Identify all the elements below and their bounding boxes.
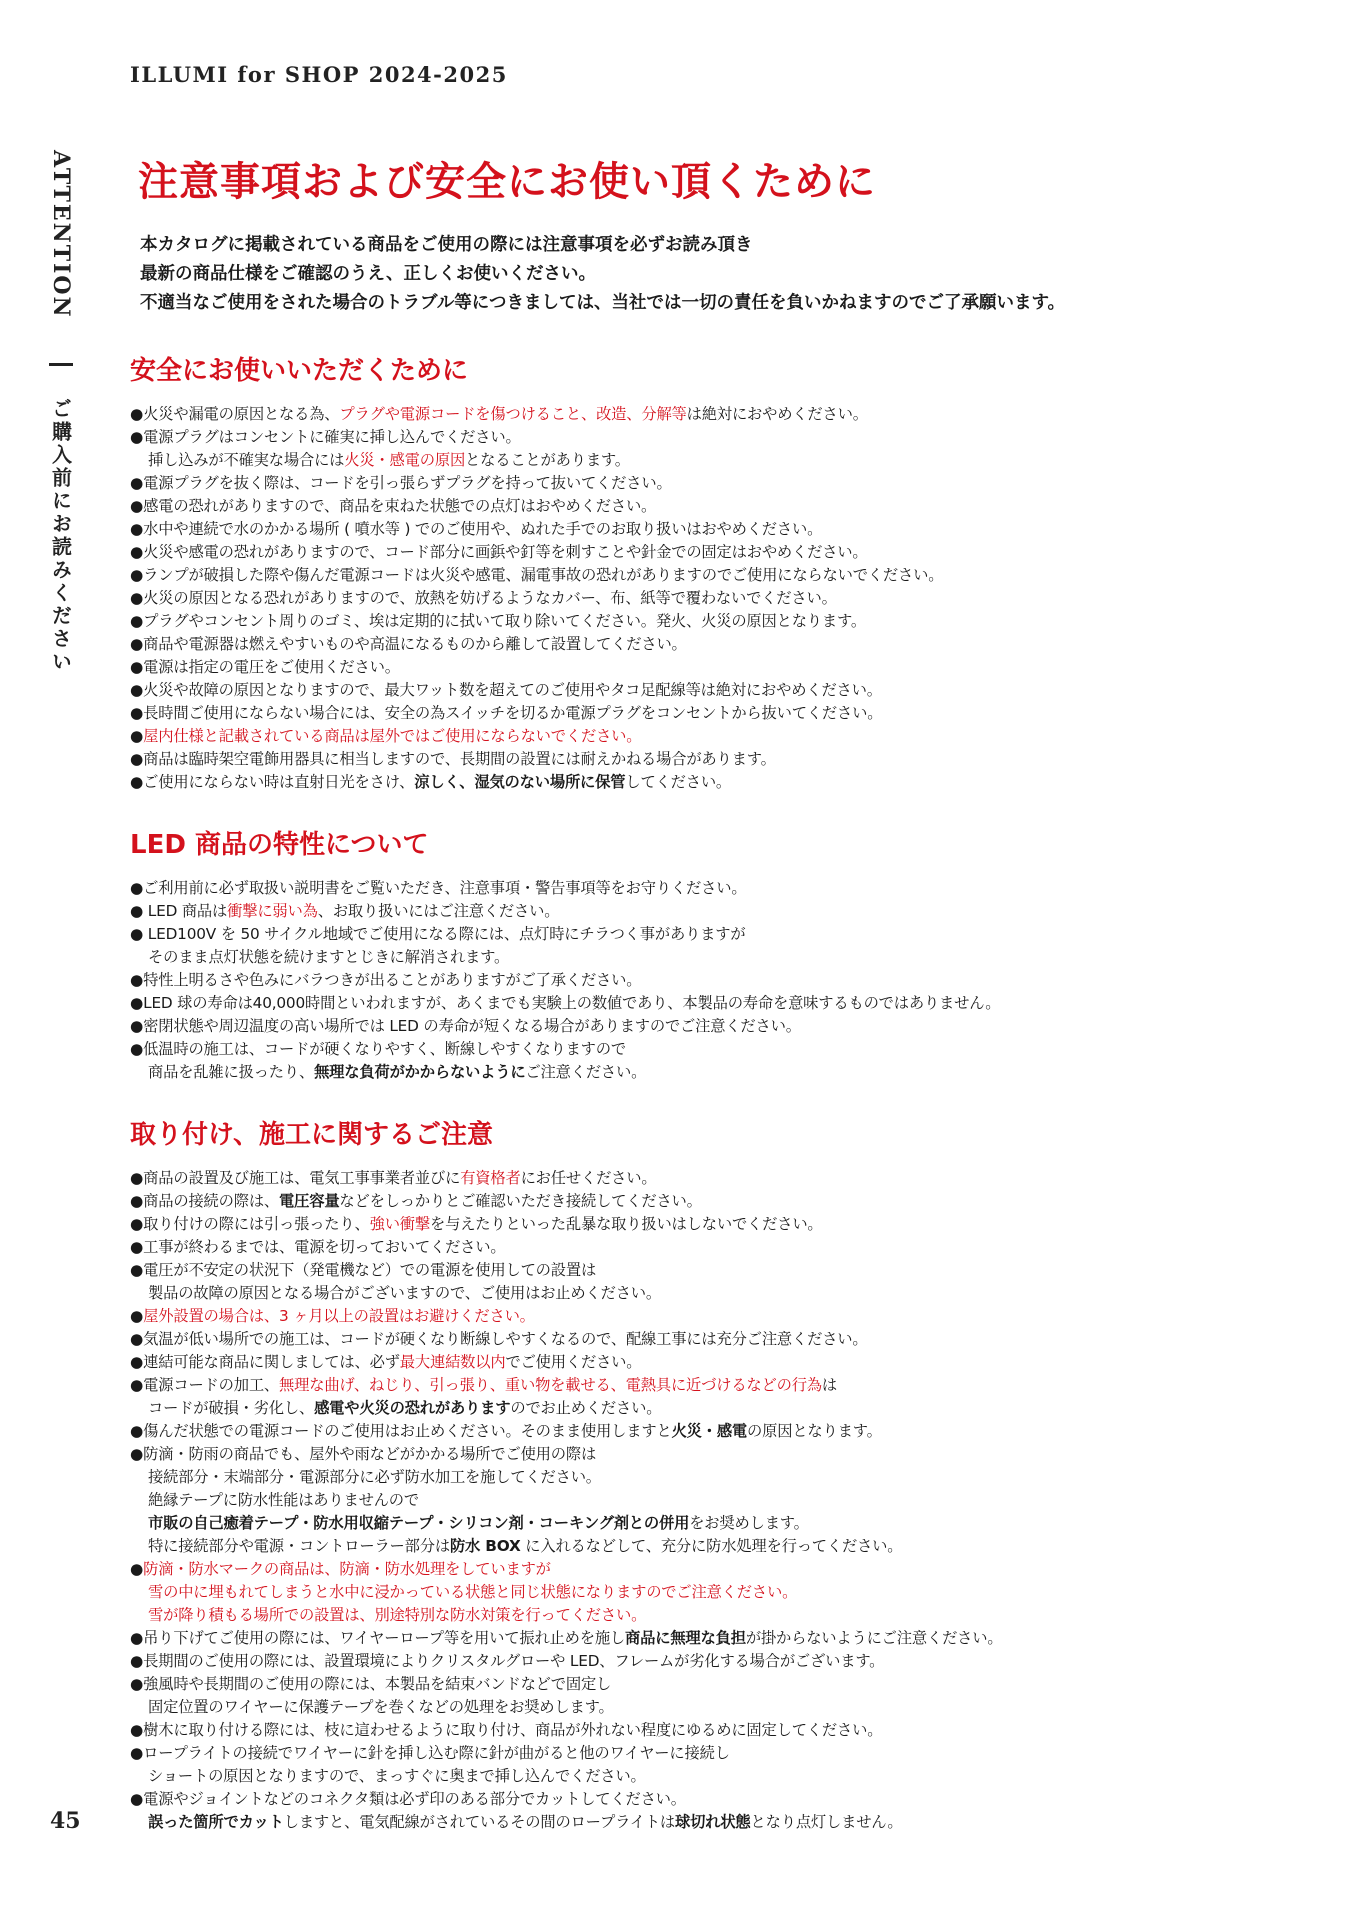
text-segment: 感電や火災の恐れがあります [314, 1399, 511, 1417]
text-segment: 有資格者 [460, 1169, 521, 1187]
text-segment: ●ご利用前に必ず取扱い説明書をご覧いただき、注意事項・警告事項等をお守りください。 [130, 879, 747, 897]
text-segment: 無理な負荷がかからないように [314, 1063, 526, 1081]
section-title: 取り付け、施工に関するご注意 [130, 1120, 493, 1150]
list-item [130, 518, 1330, 541]
text-segment: ● [130, 1307, 144, 1325]
text-segment: 屋外設置の場合は、3 ヶ月以上の設置はお避けください。 [143, 1307, 535, 1325]
list-item-continuation [130, 1282, 1330, 1305]
text-segment: ●電源コードの加工、 [130, 1376, 280, 1394]
text-segment: プラグや電源コードを傷つけること、改造、分解等 [339, 405, 687, 423]
text-segment: ●長時間ご使用にならない場合には、安全の為スイッチを切るか電源プラグをコンセントから抜いてください。 [130, 704, 883, 722]
list-item [130, 1305, 1330, 1328]
text-segment: ● LED100V を 50 サイクル地域でご使用になる際には、点灯時にチラつく事がありますが [130, 925, 746, 943]
text-segment: ご注意ください。 [525, 1063, 647, 1081]
list-item [130, 541, 1330, 564]
list-item [130, 1259, 1330, 1282]
catalog-header: ILLUMI for SHOP 2024-2025 [130, 62, 508, 87]
list-item [130, 900, 1330, 923]
section-list [130, 877, 1330, 1084]
list-item-continuation [130, 1061, 1330, 1084]
text-segment: ●工事が終わるまでは、電源を切っておいてください。 [130, 1238, 506, 1256]
text-segment: は絶対におやめください。 [686, 405, 868, 423]
text-segment: 特に接続部分や電源・コントローラー部分は [148, 1537, 450, 1555]
text-segment: しますと、電気配線がされているその間のロープライトは [283, 1813, 676, 1831]
text-segment: ● [130, 727, 144, 745]
text-segment: をお奨めします。 [689, 1514, 809, 1532]
intro-line: 本カタログに掲載されている商品をご使用の際には注意事項を必ずお読み頂き [140, 235, 753, 255]
list-item [130, 495, 1330, 518]
list-item [130, 1650, 1330, 1673]
list-item [130, 748, 1330, 771]
section-list [130, 1167, 1330, 1834]
text-segment: 球切れ状態 [675, 1813, 751, 1831]
list-item [130, 679, 1330, 702]
list-item [130, 587, 1330, 610]
list-item [130, 771, 1330, 794]
text-segment: を与えたりといった乱暴な取り扱いはしないでください。 [430, 1215, 823, 1233]
list-item [130, 1788, 1330, 1811]
text-segment: ● LED 商品は [130, 902, 228, 920]
text-segment: 誤った箇所でカット [148, 1813, 284, 1831]
list-item [130, 877, 1330, 900]
text-segment: にお任せください。 [520, 1169, 657, 1187]
text-segment: 接続部分・末端部分・電源部分に必ず防水加工を施してください。 [148, 1468, 601, 1486]
text-segment: ●密閉状態や周辺温度の高い場所では LED の寿命が短くなる場合がありますのでご注意ください。 [130, 1017, 801, 1035]
list-item-continuation [130, 1489, 1330, 1512]
text-segment: ●LED 球の寿命は40,000時間といわれますが、あくまでも実験上の数値であり、本製品の寿命を意味するものではありません。 [130, 994, 1001, 1012]
text-segment: ●プラグやコンセント周りのゴミ、埃は定期的に拭いて取り除いてください。発火、火災の原因となります。 [130, 612, 866, 630]
intro-text [140, 231, 1330, 318]
list-item [130, 1213, 1330, 1236]
list-item [130, 1742, 1330, 1765]
list-item [130, 1015, 1330, 1038]
list-item-continuation [130, 1581, 1330, 1604]
text-segment: ●商品や電源器は燃えやすいものや高温になるものから離して設置してください。 [130, 635, 687, 653]
text-segment: 商品を乱雑に扱ったり、 [148, 1063, 315, 1081]
section-title: LED 商品の特性について [130, 830, 429, 860]
text-segment: ● [130, 1560, 144, 1578]
text-segment: ●低温時の施工は、コードが硬くなりやすく、断線しやすくなりますので [130, 1040, 626, 1058]
text-segment: ●商品は臨時架空電飾用器具に相当しますので、長期間の設置には耐えかねる場合があります。 [130, 750, 776, 768]
list-item [130, 702, 1330, 725]
text-segment: ●特性上明るさや色みにバラつきが出ることがありますがご了承ください。 [130, 971, 642, 989]
list-item [130, 1190, 1330, 1213]
list-item [130, 992, 1330, 1015]
list-item-continuation [130, 1765, 1330, 1788]
text-segment: ●傷んだ状態での電源コードのご使用はお止めください。そのまま使用しますと [130, 1422, 672, 1440]
list-item [130, 1673, 1330, 1696]
text-segment: 製品の故障の原因となる場合がございますので、ご使用はお止めください。 [148, 1284, 661, 1302]
text-segment: ●吊り下げてご使用の際には、ワイヤーロープ等を用いて振れ止めを施し [130, 1629, 626, 1647]
list-item-continuation [130, 1604, 1330, 1627]
list-item [130, 1351, 1330, 1374]
text-segment: ●ランプが破損した際や傷んだ電源コードは火災や感電、漏電事故の恐れがありますのでご使用にならないでください。 [130, 566, 944, 584]
text-segment: 火災・感電 [671, 1422, 748, 1440]
text-segment: 固定位置のワイヤーに保護テープを巻くなどの処理をお奨めします。 [148, 1698, 614, 1716]
text-segment: 雪の中に埋もれてしまうと水中に浸かっている状態と同じ状態になりますのでご注意ください。 [148, 1583, 798, 1601]
text-segment: してください。 [625, 773, 732, 791]
section-title: 安全にお使いいただくために [130, 356, 469, 386]
list-item [130, 633, 1330, 656]
text-segment: 最大連結数以内 [399, 1353, 506, 1371]
text-segment: ●防滴・防雨の商品でも、屋外や雨などがかかる場所でご使用の際は [130, 1445, 597, 1463]
text-segment: ●感電の恐れがありますので、商品を束ねた状態での点灯はおやめください。 [130, 497, 657, 515]
section-list [130, 403, 1330, 794]
list-item [130, 1328, 1330, 1351]
intro-line: 不適当なご使用をされた場合のトラブル等につきましては、当社では一切の責任を負いかねますのでご了承願います。 [140, 293, 1066, 313]
text-segment: ●電源やジョイントなどのコネクタ類は必ず印のある部分でカットしてください。 [130, 1790, 686, 1808]
text-segment: ●樹木に取り付ける際には、枝に這わせるように取り付け、商品が外れない程度にゆるめに固定してください。 [130, 1721, 883, 1739]
text-segment: ●火災や故障の原因となりますので、最大ワット数を超えてのご使用やタコ足配線等は絶対におやめください。 [130, 681, 882, 699]
list-item [130, 725, 1330, 748]
text-segment: 電圧容量 [279, 1192, 340, 1210]
side-label-jp: ご購入前にお読みください [48, 397, 73, 674]
list-item [130, 923, 1330, 946]
text-segment: ●電圧が不安定の状況下（発電機など）での電源を使用しての設置は [130, 1261, 597, 1279]
list-item-continuation [130, 1512, 1330, 1535]
text-segment: そのまま点灯状態を続けますとじきに解消されます。 [148, 948, 510, 966]
text-segment: 絶縁テープに防水性能はありませんので [148, 1491, 419, 1509]
side-label-en: ATTENTION [48, 150, 74, 319]
list-item [130, 1236, 1330, 1259]
list-item [130, 969, 1330, 992]
text-segment: 雪が降り積もる場所での設置は、別途特別な防水対策を行ってください。 [148, 1606, 647, 1624]
text-segment: でご使用ください。 [505, 1353, 642, 1371]
text-segment: ●ロープライトの接続でワイヤーに針を挿し込む際に針が曲がると他のワイヤーに接続し [130, 1744, 730, 1762]
page-title: 注意事項および安全にお使い頂くために [138, 159, 876, 205]
text-segment: ●気温が低い場所での施工は、コードが硬くなり断線しやすくなるので、配線工事には充分ご注意ください。 [130, 1330, 868, 1348]
list-item-continuation [130, 1535, 1330, 1558]
list-item [130, 656, 1330, 679]
list-item-continuation [130, 1811, 1330, 1834]
text-segment: ●電源は指定の電圧をご使用ください。 [130, 658, 400, 676]
list-item [130, 426, 1330, 449]
text-segment: 火災・感電の原因 [344, 451, 466, 469]
text-segment: 市販の自己癒着テープ・防水用収縮テープ・シリコン剤・コーキング剤との併用 [148, 1514, 690, 1532]
text-segment: コードが破損・劣化し、 [148, 1399, 315, 1417]
side-label [36, 150, 86, 674]
text-segment: ●ご使用にならない時は直射日光をさけ、 [130, 773, 415, 791]
main-content [130, 150, 1330, 1834]
list-item [130, 610, 1330, 633]
list-item [130, 1719, 1330, 1742]
list-item [130, 1558, 1330, 1581]
text-segment: 強い衝撃 [369, 1215, 430, 1233]
list-item [130, 564, 1330, 587]
sections [130, 350, 1330, 1834]
text-segment: 涼しく、湿気のない場所に保管 [414, 773, 626, 791]
text-segment: ●商品の設置及び施工は、電気工事事業者並びに [130, 1169, 461, 1187]
text-segment: ●火災や感電の恐れがありますので、コード部分に画鋲や釘等を刺すことや針金での固定はおやめください。 [130, 543, 868, 561]
text-segment: 商品に無理な負担 [625, 1629, 746, 1647]
list-item-continuation [130, 449, 1330, 472]
list-item [130, 1374, 1330, 1397]
text-segment: 無理な曲げ、ねじり、引っ張り、重い物を載せる、電熱具に近づけるなどの行為 [279, 1376, 822, 1394]
list-item [130, 472, 1330, 495]
text-segment: などをしっかりとご確認いただき接続してください。 [339, 1192, 702, 1210]
text-segment: ●強風時や長期間のご使用の際には、本製品を結束バンドなどで固定し [130, 1675, 612, 1693]
text-segment: が掛からないようにご注意ください。 [745, 1629, 1003, 1647]
text-segment: に入れるなどして、充分に防水処理を行ってください。 [520, 1537, 903, 1555]
list-item-continuation [130, 1397, 1330, 1420]
list-item [130, 1627, 1330, 1650]
list-item [130, 1038, 1330, 1061]
text-segment: となることがあります。 [465, 451, 630, 469]
text-segment: ●火災の原因となる恐れがありますので、放熱を妨げるようなカバー、布、紙等で覆わないでください。 [130, 589, 837, 607]
text-segment: ●火災や漏電の原因となる為、 [130, 405, 340, 423]
text-segment: となり点灯しません。 [750, 1813, 903, 1831]
text-segment: ●連結可能な商品に関しましては、必ず [130, 1353, 400, 1371]
list-item-continuation [130, 1696, 1330, 1719]
text-segment: は [821, 1376, 838, 1394]
intro-line: 最新の商品仕様をご確認のうえ、正しくお使いください。 [140, 264, 597, 284]
text-segment: 衝撃に弱い為 [227, 902, 318, 920]
text-segment: の原因となります。 [747, 1422, 882, 1440]
list-item [130, 1443, 1330, 1466]
text-segment: ●水中や連続で水のかかる場所 ( 噴水等 ) でのご使用や、ぬれた手でのお取り扱いはおやめください。 [130, 520, 823, 538]
page-number: 45 [50, 1808, 81, 1834]
text-segment: ●電源プラグはコンセントに確実に挿し込んでください。 [130, 428, 521, 446]
list-item [130, 1420, 1330, 1443]
text-segment: 挿し込みが不確実な場合には [148, 451, 345, 469]
list-item-continuation [130, 946, 1330, 969]
list-item [130, 403, 1330, 426]
text-segment: ●商品の接続の際は、 [130, 1192, 280, 1210]
side-divider [49, 363, 73, 366]
text-segment: ●取り付けの際には引っ張ったり、 [130, 1215, 370, 1233]
list-item-continuation [130, 1466, 1330, 1489]
text-segment: 防水 BOX [449, 1537, 521, 1555]
text-segment: ●電源プラグを抜く際は、コードを引っ張らずプラグを持って抜いてください。 [130, 474, 672, 492]
text-segment: 屋内仕様と記載されている商品は屋外ではご使用にならないでください。 [143, 727, 642, 745]
text-segment: 防滴・防水マークの商品は、防滴・防水処理をしていますが [143, 1560, 551, 1578]
text-segment: のでお止めください。 [510, 1399, 662, 1417]
text-segment: ショートの原因となりますので、まっすぐに奥まで挿し込んでください。 [148, 1767, 646, 1785]
text-segment: ●長期間のご使用の際には、設置環境によりクリスタルグローや LED、フレームが劣化する場合がございます。 [130, 1652, 885, 1670]
list-item [130, 1167, 1330, 1190]
text-segment: 、お取り扱いにはご注意ください。 [317, 902, 560, 920]
